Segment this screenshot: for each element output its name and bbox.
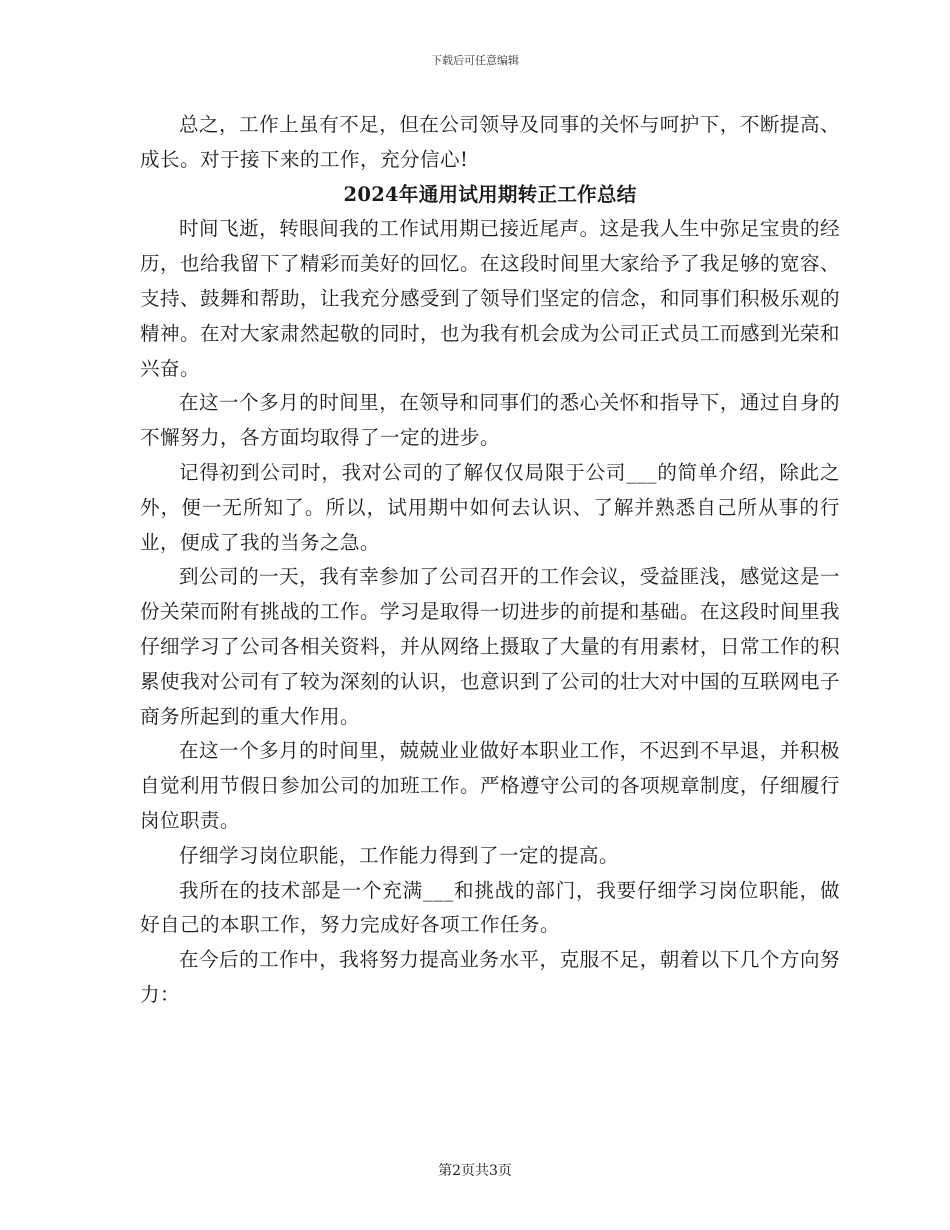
paragraph-5: 在这一个多月的时间里，兢兢业业做好本职业工作，不迟到不早退，并积极自觉利用节假日参加公司的加班工作。严格遵守公司的各项规章制度，仔细履行岗位职责。 <box>140 739 841 832</box>
paragraph-2: 在这一个多月的时间里，在领导和同事们的悉心关怀和指导下，通过自身的不懈努力，各方面均取得了一定的进步。 <box>140 391 840 450</box>
paragraph-4: 到公司的一天，我有幸参加了公司召开的工作会议，受益匪浅，感觉这是一份关荣而附有挑战的工作。学习是取得一切进步的前提和基础。在这段时间里我仔细学习了公司各相关资料，并从网络上摄取了大量的有用素材，日常工作的积累使我对公司有了较为深刻的认识，也意识到了公司的壮大对中国的互联网电子商务所起到的重大作用。 <box>140 565 841 728</box>
document-body <box>140 108 840 1013</box>
paragraph-summary: 总之，工作上虽有不足，但在公司领导及同事的关怀与呵护下，不断提高、成长。对于接下来的工作，充分信心! <box>140 113 840 171</box>
page-footer: 第2页共3页 <box>438 1163 512 1179</box>
paragraph-3: 记得初到公司时，我对公司的了解仅仅局限于公司___的简单介绍，除此之外，便一无所知了。所以，试用期中如何去认识、了解并熟悉自己所从事的行业，便成了我的当务之急。 <box>140 460 840 554</box>
paragraph-7: 我所在的技术部是一个充满___和挑战的部门，我要仔细学习岗位职能，做好自己的本职工作，努力完成好各项工作任务。 <box>140 878 840 937</box>
paragraph-1: 时间飞逝，转眼间我的工作试用期已接近尾声。这是我人生中弥足宝贵的经历，也给我留下了精彩而美好的回忆。在这段时间里大家给予了我足够的宽容、支持、鼓舞和帮助，让我充分感受到了领导们坚定的信念，和同事们积极乐观的精神。在对大家肃然起敬的同时，也为我有机会成为公司正式员工而感到光荣和兴奋。 <box>140 217 841 380</box>
page-header: 下载后可任意编辑 <box>431 54 519 67</box>
paragraph-6: 仔细学习岗位职能，工作能力得到了一定的提高。 <box>179 843 620 867</box>
paragraph-8: 在今后的工作中，我将努力提高业务水平，克服不足，朝着以下几个方向努力： <box>140 948 840 1006</box>
document-title: 2024年通用试用期转正工作总结 <box>343 182 637 206</box>
